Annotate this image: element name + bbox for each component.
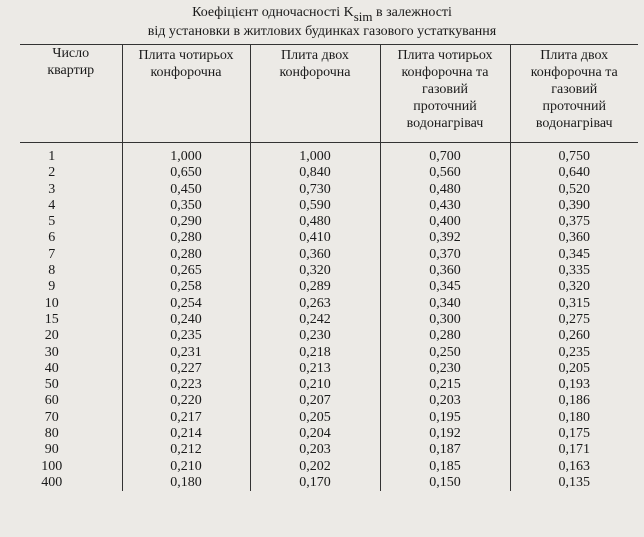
cell-two-burner: 0,263	[250, 296, 380, 312]
header-label: Плита чотирьох конфорочна та газовий проточний водонагрівач	[397, 48, 493, 131]
cell-four-burner-heater: 0,250	[380, 345, 510, 361]
title-subscript: sim	[353, 9, 373, 24]
cell-apartments: 100	[20, 459, 122, 475]
table-row	[20, 165, 638, 181]
cell-four-burner-heater: 0,187	[380, 442, 510, 458]
cell-two-burner-heater: 0,335	[510, 263, 638, 279]
table-row	[20, 296, 638, 312]
table-row	[20, 263, 638, 279]
cell-two-burner: 0,242	[250, 312, 380, 328]
table-row	[20, 312, 638, 328]
cell-two-burner: 0,205	[250, 410, 380, 426]
cell-apartments: 10	[20, 296, 122, 312]
cell-two-burner-heater: 0,175	[510, 426, 638, 442]
cell-four-burner-heater: 0,370	[380, 247, 510, 263]
cell-two-burner-heater: 0,193	[510, 377, 638, 393]
cell-four-burner: 0,212	[122, 442, 250, 458]
cell-apartments: 30	[20, 345, 122, 361]
table-subtitle: від установки в житлових будинках газового устаткування	[147, 24, 497, 39]
cell-two-burner: 0,202	[250, 459, 380, 475]
cell-four-burner-heater: 0,280	[380, 328, 510, 344]
cell-two-burner-heater: 0,163	[510, 459, 638, 475]
cell-two-burner-heater: 0,315	[510, 296, 638, 312]
cell-apartments: 3	[20, 182, 122, 198]
table-row	[20, 475, 638, 491]
cell-two-burner: 0,410	[250, 230, 380, 246]
cell-apartments: 4	[20, 198, 122, 214]
cell-four-burner-heater: 0,392	[380, 230, 510, 246]
table-row	[20, 230, 638, 246]
cell-apartments: 40	[20, 361, 122, 377]
cell-two-burner: 0,204	[250, 426, 380, 442]
cell-two-burner-heater: 0,320	[510, 279, 638, 295]
cell-two-burner: 0,210	[250, 377, 380, 393]
cell-two-burner: 0,730	[250, 182, 380, 198]
cell-apartments: 15	[20, 312, 122, 328]
cell-four-burner-heater: 0,195	[380, 410, 510, 426]
cell-apartments: 20	[20, 328, 122, 344]
cell-two-burner-heater: 0,180	[510, 410, 638, 426]
cell-apartments: 6	[20, 230, 122, 246]
cell-four-burner: 1,000	[122, 143, 250, 166]
cell-four-burner: 0,350	[122, 198, 250, 214]
title-text: Коефіцієнт одночасності K	[192, 5, 354, 20]
cell-two-burner-heater: 0,750	[510, 143, 638, 166]
cell-two-burner: 0,203	[250, 442, 380, 458]
cell-four-burner: 0,210	[122, 459, 250, 475]
cell-two-burner: 0,230	[250, 328, 380, 344]
table-row	[20, 377, 638, 393]
table-row	[20, 442, 638, 458]
cell-four-burner-heater: 0,430	[380, 198, 510, 214]
cell-two-burner-heater: 0,640	[510, 165, 638, 181]
table-row	[20, 426, 638, 442]
cell-two-burner: 0,170	[250, 475, 380, 491]
header-label: Плита двох конфорочна	[279, 48, 351, 80]
cell-two-burner-heater: 0,390	[510, 198, 638, 214]
coefficient-table	[20, 44, 638, 491]
cell-apartments: 9	[20, 279, 122, 295]
table-title	[0, 4, 644, 24]
cell-four-burner-heater: 0,400	[380, 214, 510, 230]
cell-four-burner-heater: 0,230	[380, 361, 510, 377]
table-row	[20, 459, 638, 475]
cell-two-burner: 0,218	[250, 345, 380, 361]
cell-apartments: 60	[20, 393, 122, 409]
column-header-four-burner	[122, 45, 250, 143]
cell-two-burner: 0,320	[250, 263, 380, 279]
cell-two-burner-heater: 0,260	[510, 328, 638, 344]
table-row	[20, 279, 638, 295]
table-row	[20, 198, 638, 214]
cell-four-burner-heater: 0,150	[380, 475, 510, 491]
cell-two-burner-heater: 0,375	[510, 214, 638, 230]
cell-apartments: 8	[20, 263, 122, 279]
cell-two-burner-heater: 0,205	[510, 361, 638, 377]
cell-four-burner: 0,265	[122, 263, 250, 279]
cell-two-burner-heater: 0,186	[510, 393, 638, 409]
cell-four-burner: 0,217	[122, 410, 250, 426]
header-label: Плита чотирьох конфорочна	[138, 48, 234, 80]
cell-two-burner: 0,590	[250, 198, 380, 214]
cell-apartments: 2	[20, 165, 122, 181]
cell-apartments: 400	[20, 475, 122, 491]
cell-two-burner-heater: 0,360	[510, 230, 638, 246]
table-row	[20, 328, 638, 344]
column-header-two-burner	[250, 45, 380, 143]
cell-two-burner: 0,840	[250, 165, 380, 181]
table-header-row	[20, 45, 638, 143]
table-row	[20, 214, 638, 230]
cell-four-burner: 0,650	[122, 165, 250, 181]
cell-four-burner-heater: 0,300	[380, 312, 510, 328]
cell-apartments: 80	[20, 426, 122, 442]
cell-four-burner: 0,254	[122, 296, 250, 312]
cell-four-burner: 0,214	[122, 426, 250, 442]
cell-four-burner-heater: 0,340	[380, 296, 510, 312]
cell-two-burner-heater: 0,135	[510, 475, 638, 491]
table-row	[20, 247, 638, 263]
cell-four-burner: 0,280	[122, 230, 250, 246]
column-header-apartments	[20, 45, 122, 143]
cell-four-burner-heater: 0,360	[380, 263, 510, 279]
cell-two-burner: 0,480	[250, 214, 380, 230]
cell-two-burner: 1,000	[250, 143, 380, 166]
cell-two-burner-heater: 0,275	[510, 312, 638, 328]
cell-two-burner-heater: 0,345	[510, 247, 638, 263]
cell-two-burner: 0,213	[250, 361, 380, 377]
cell-apartments: 1	[20, 143, 122, 166]
cell-four-burner-heater: 0,345	[380, 279, 510, 295]
header-label: Число квартир	[47, 46, 95, 78]
cell-two-burner-heater: 0,520	[510, 182, 638, 198]
column-header-two-burner-heater	[510, 45, 638, 143]
cell-four-burner-heater: 0,700	[380, 143, 510, 166]
cell-two-burner: 0,207	[250, 393, 380, 409]
cell-apartments: 90	[20, 442, 122, 458]
table-row	[20, 410, 638, 426]
cell-apartments: 70	[20, 410, 122, 426]
cell-four-burner-heater: 0,215	[380, 377, 510, 393]
cell-four-burner-heater: 0,185	[380, 459, 510, 475]
table-row	[20, 393, 638, 409]
cell-four-burner: 0,180	[122, 475, 250, 491]
cell-four-burner: 0,227	[122, 361, 250, 377]
table-row	[20, 345, 638, 361]
cell-four-burner-heater: 0,480	[380, 182, 510, 198]
cell-four-burner: 0,235	[122, 328, 250, 344]
cell-four-burner-heater: 0,192	[380, 426, 510, 442]
cell-four-burner: 0,290	[122, 214, 250, 230]
table-row	[20, 361, 638, 377]
table-row	[20, 143, 638, 166]
cell-four-burner: 0,231	[122, 345, 250, 361]
cell-apartments: 7	[20, 247, 122, 263]
table-body	[20, 143, 638, 492]
cell-two-burner-heater: 0,171	[510, 442, 638, 458]
table-row	[20, 182, 638, 198]
cell-two-burner: 0,289	[250, 279, 380, 295]
cell-apartments: 5	[20, 214, 122, 230]
cell-four-burner: 0,258	[122, 279, 250, 295]
cell-two-burner-heater: 0,235	[510, 345, 638, 361]
cell-four-burner: 0,223	[122, 377, 250, 393]
header-label: Плита двох конфорочна та газовий проточний водонагрівач	[530, 48, 618, 131]
cell-four-burner-heater: 0,560	[380, 165, 510, 181]
column-header-four-burner-heater	[380, 45, 510, 143]
cell-apartments: 50	[20, 377, 122, 393]
cell-four-burner: 0,220	[122, 393, 250, 409]
cell-two-burner: 0,360	[250, 247, 380, 263]
cell-four-burner-heater: 0,203	[380, 393, 510, 409]
cell-four-burner: 0,450	[122, 182, 250, 198]
cell-four-burner: 0,240	[122, 312, 250, 328]
title-text-after: в залежності	[372, 5, 452, 20]
cell-four-burner: 0,280	[122, 247, 250, 263]
